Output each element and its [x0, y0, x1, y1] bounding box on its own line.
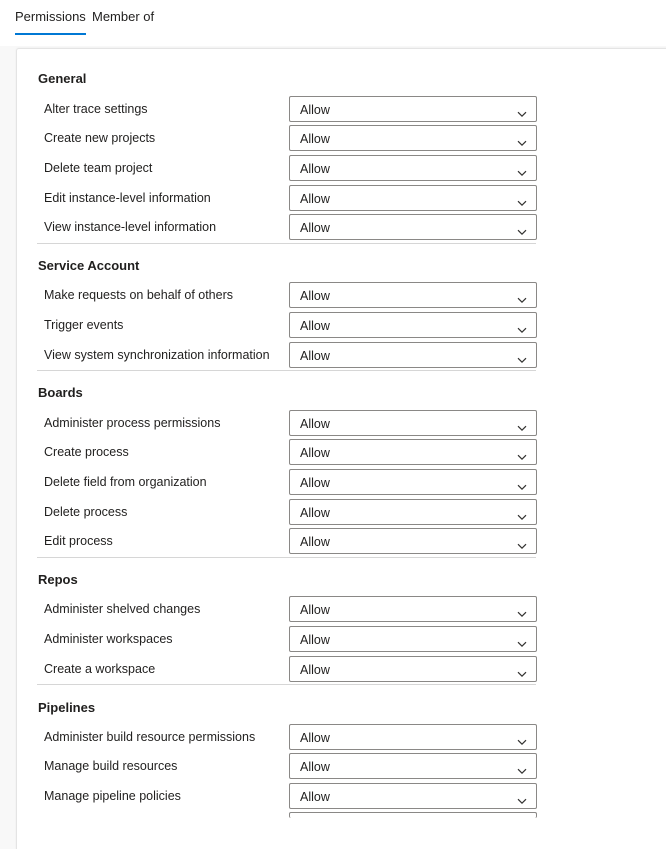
chevron-down-icon: [517, 733, 527, 740]
permission-dropdown[interactable]: [289, 185, 537, 211]
section-title-boards: Boards: [38, 385, 83, 400]
permission-dropdown[interactable]: [289, 528, 537, 554]
permission-dropdown[interactable]: [289, 753, 537, 779]
permission-dropdown[interactable]: [289, 596, 537, 622]
section-title-service-account: Service Account: [38, 258, 140, 273]
permission-value: Allow: [300, 633, 330, 647]
permission-value: Allow: [300, 103, 330, 117]
permission-dropdown[interactable]: [289, 783, 537, 809]
permission-value: Allow: [300, 132, 330, 146]
permission-dropdown[interactable]: [289, 282, 537, 308]
permission-label: Delete process: [44, 505, 128, 519]
permission-dropdown[interactable]: [289, 125, 537, 151]
permission-dropdown[interactable]: [289, 155, 537, 181]
permission-dropdown[interactable]: [289, 626, 537, 652]
chevron-down-icon: [517, 419, 527, 426]
permission-value: Allow: [300, 349, 330, 363]
permission-label: Delete field from organization: [44, 475, 207, 489]
permission-dropdown[interactable]: [289, 410, 537, 436]
permission-value: Allow: [300, 221, 330, 235]
permission-label: Make requests on behalf of others: [44, 288, 234, 302]
permission-dropdown[interactable]: [289, 312, 537, 338]
permission-dropdown[interactable]: [289, 96, 537, 122]
section-divider: [37, 684, 536, 685]
permission-label: View system synchronization information: [44, 348, 270, 362]
permission-value: Allow: [300, 417, 330, 431]
chevron-down-icon: [517, 792, 527, 799]
tab-member-of[interactable]: Member of: [92, 9, 155, 24]
chevron-down-icon: [517, 351, 527, 358]
chevron-down-icon: [517, 291, 527, 298]
permission-dropdown-partial[interactable]: [289, 812, 537, 818]
permission-dropdown[interactable]: [289, 439, 537, 465]
permission-dropdown[interactable]: [289, 499, 537, 525]
permission-value: Allow: [300, 289, 330, 303]
permission-label: Create process: [44, 445, 129, 459]
permission-label: Trigger events: [44, 318, 124, 332]
chevron-down-icon: [517, 164, 527, 171]
chevron-down-icon: [517, 321, 527, 328]
permission-value: Allow: [300, 760, 330, 774]
permission-value: Allow: [300, 476, 330, 490]
chevron-down-icon: [517, 223, 527, 230]
tab-permissions[interactable]: Permissions: [15, 9, 86, 24]
permission-dropdown[interactable]: [289, 469, 537, 495]
chevron-down-icon: [517, 478, 527, 485]
section-divider: [37, 243, 536, 244]
permission-label: Administer workspaces: [44, 632, 173, 646]
permission-label: Edit instance-level information: [44, 191, 211, 205]
section-title-general: General: [38, 71, 87, 86]
permission-label: Create a workspace: [44, 662, 156, 676]
permission-label: Edit process: [44, 534, 113, 548]
permission-value: Allow: [300, 506, 330, 520]
section-divider: [37, 370, 536, 371]
permission-value: Allow: [300, 192, 330, 206]
permission-dropdown[interactable]: [289, 724, 537, 750]
permission-label: Delete team project: [44, 161, 153, 175]
section-title-pipelines: Pipelines: [38, 700, 96, 715]
chevron-down-icon: [517, 762, 527, 769]
permission-dropdown[interactable]: [289, 214, 537, 240]
chevron-down-icon: [517, 635, 527, 642]
chevron-down-icon: [517, 194, 527, 201]
permission-label: Create new projects: [44, 131, 156, 145]
section-title-repos: Repos: [38, 572, 78, 587]
permission-value: Allow: [300, 790, 330, 804]
permission-value: Allow: [300, 319, 330, 333]
permission-label: Administer build resource permissions: [44, 730, 256, 744]
permission-value: Allow: [300, 446, 330, 460]
section-divider: [37, 557, 536, 558]
chevron-down-icon: [517, 537, 527, 544]
permission-value: Allow: [300, 731, 330, 745]
permission-value: Allow: [300, 603, 330, 617]
permission-dropdown[interactable]: [289, 342, 537, 368]
chevron-down-icon: [517, 605, 527, 612]
permission-label: Alter trace settings: [44, 102, 148, 116]
permission-value: Allow: [300, 663, 330, 677]
permission-label: View instance-level information: [44, 220, 217, 234]
permission-label: Administer process permissions: [44, 416, 221, 430]
permission-value: Allow: [300, 162, 330, 176]
chevron-down-icon: [517, 665, 527, 672]
permission-label: Manage pipeline policies: [44, 789, 181, 803]
chevron-down-icon: [517, 105, 527, 112]
permission-value: Allow: [300, 535, 330, 549]
permission-label: Administer shelved changes: [44, 602, 201, 616]
chevron-down-icon: [517, 448, 527, 455]
tab-bar: [0, 0, 666, 46]
chevron-down-icon: [517, 134, 527, 141]
chevron-down-icon: [517, 508, 527, 515]
permission-label: Manage build resources: [44, 759, 178, 773]
permission-dropdown[interactable]: [289, 656, 537, 682]
